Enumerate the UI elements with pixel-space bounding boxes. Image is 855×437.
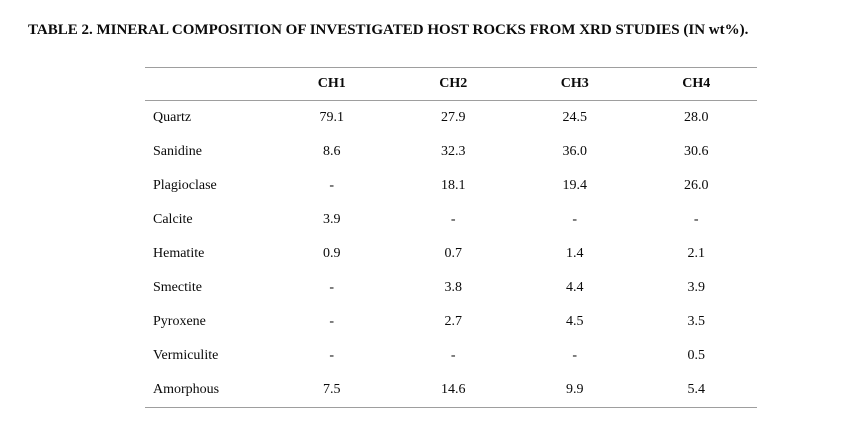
row-label: Quartz [153,110,192,125]
table-cell: - [572,212,578,227]
table-cell: 3.8 [444,280,462,295]
table-row [145,237,757,271]
table-cell: 28.0 [684,110,709,125]
table-cell: 0.7 [444,246,462,261]
table-cell: 0.5 [687,348,705,363]
table-body [145,101,757,408]
table-cell: 26.0 [684,178,709,193]
table-row [145,135,757,169]
table-cell: 36.0 [562,144,587,159]
row-label: Sanidine [153,144,202,159]
table-cell: - [693,212,699,227]
mineral-composition-table [145,67,757,408]
table-cell: 8.6 [323,144,341,159]
row-label: Pyroxene [153,314,206,329]
table-cell: 0.9 [323,246,341,261]
table-cell: - [572,348,578,363]
table-cell: 30.6 [684,144,709,159]
table-cell: 24.5 [562,110,587,125]
table-title: TABLE 2. MINERAL COMPOSITION OF INVESTIGATED HOST ROCKS FROM XRD STUDIES (IN wt%). [28,22,749,38]
table-cell: 14.6 [441,382,466,397]
table-row [145,169,757,203]
table-row [145,339,757,373]
table-cell: - [329,280,335,295]
row-label: Hematite [153,246,205,261]
row-label: Vermiculite [153,348,219,363]
header-row [145,68,757,101]
table-cell: 79.1 [319,110,344,125]
table-row [145,271,757,305]
table-cell: - [329,348,335,363]
table-cell: - [450,212,456,227]
table-cell: 4.4 [566,280,584,295]
table-cell: 18.1 [441,178,466,193]
table-cell: 3.9 [687,280,705,295]
table-cell: 4.5 [566,314,584,329]
column-header-ch1: CH1 [317,76,346,91]
column-header-empty [145,68,271,101]
table-row [145,203,757,237]
table-cell: - [329,178,335,193]
row-label: Plagioclase [153,178,217,193]
table-cell: 27.9 [441,110,466,125]
table-row [145,101,757,136]
table-cell: - [450,348,456,363]
column-header-ch4: CH4 [682,76,711,91]
table-row [145,305,757,339]
table-header [145,68,757,101]
table-cell: 9.9 [566,382,584,397]
column-header-ch3: CH3 [560,76,589,91]
table-cell: 3.9 [323,212,341,227]
table-cell: 1.4 [566,246,584,261]
table-cell: 2.7 [444,314,462,329]
table-cell: 3.5 [687,314,705,329]
row-label: Amorphous [153,382,220,397]
table-cell: 32.3 [441,144,466,159]
table-row [145,373,757,408]
table-cell: 7.5 [323,382,341,397]
table-cell: 2.1 [687,246,705,261]
column-header-ch2: CH2 [439,76,468,91]
row-label: Calcite [153,212,193,227]
table-cell: 5.4 [687,382,705,397]
table-container [145,67,757,408]
table-cell: 19.4 [562,178,587,193]
table-cell: - [329,314,335,329]
row-label: Smectite [153,280,202,295]
